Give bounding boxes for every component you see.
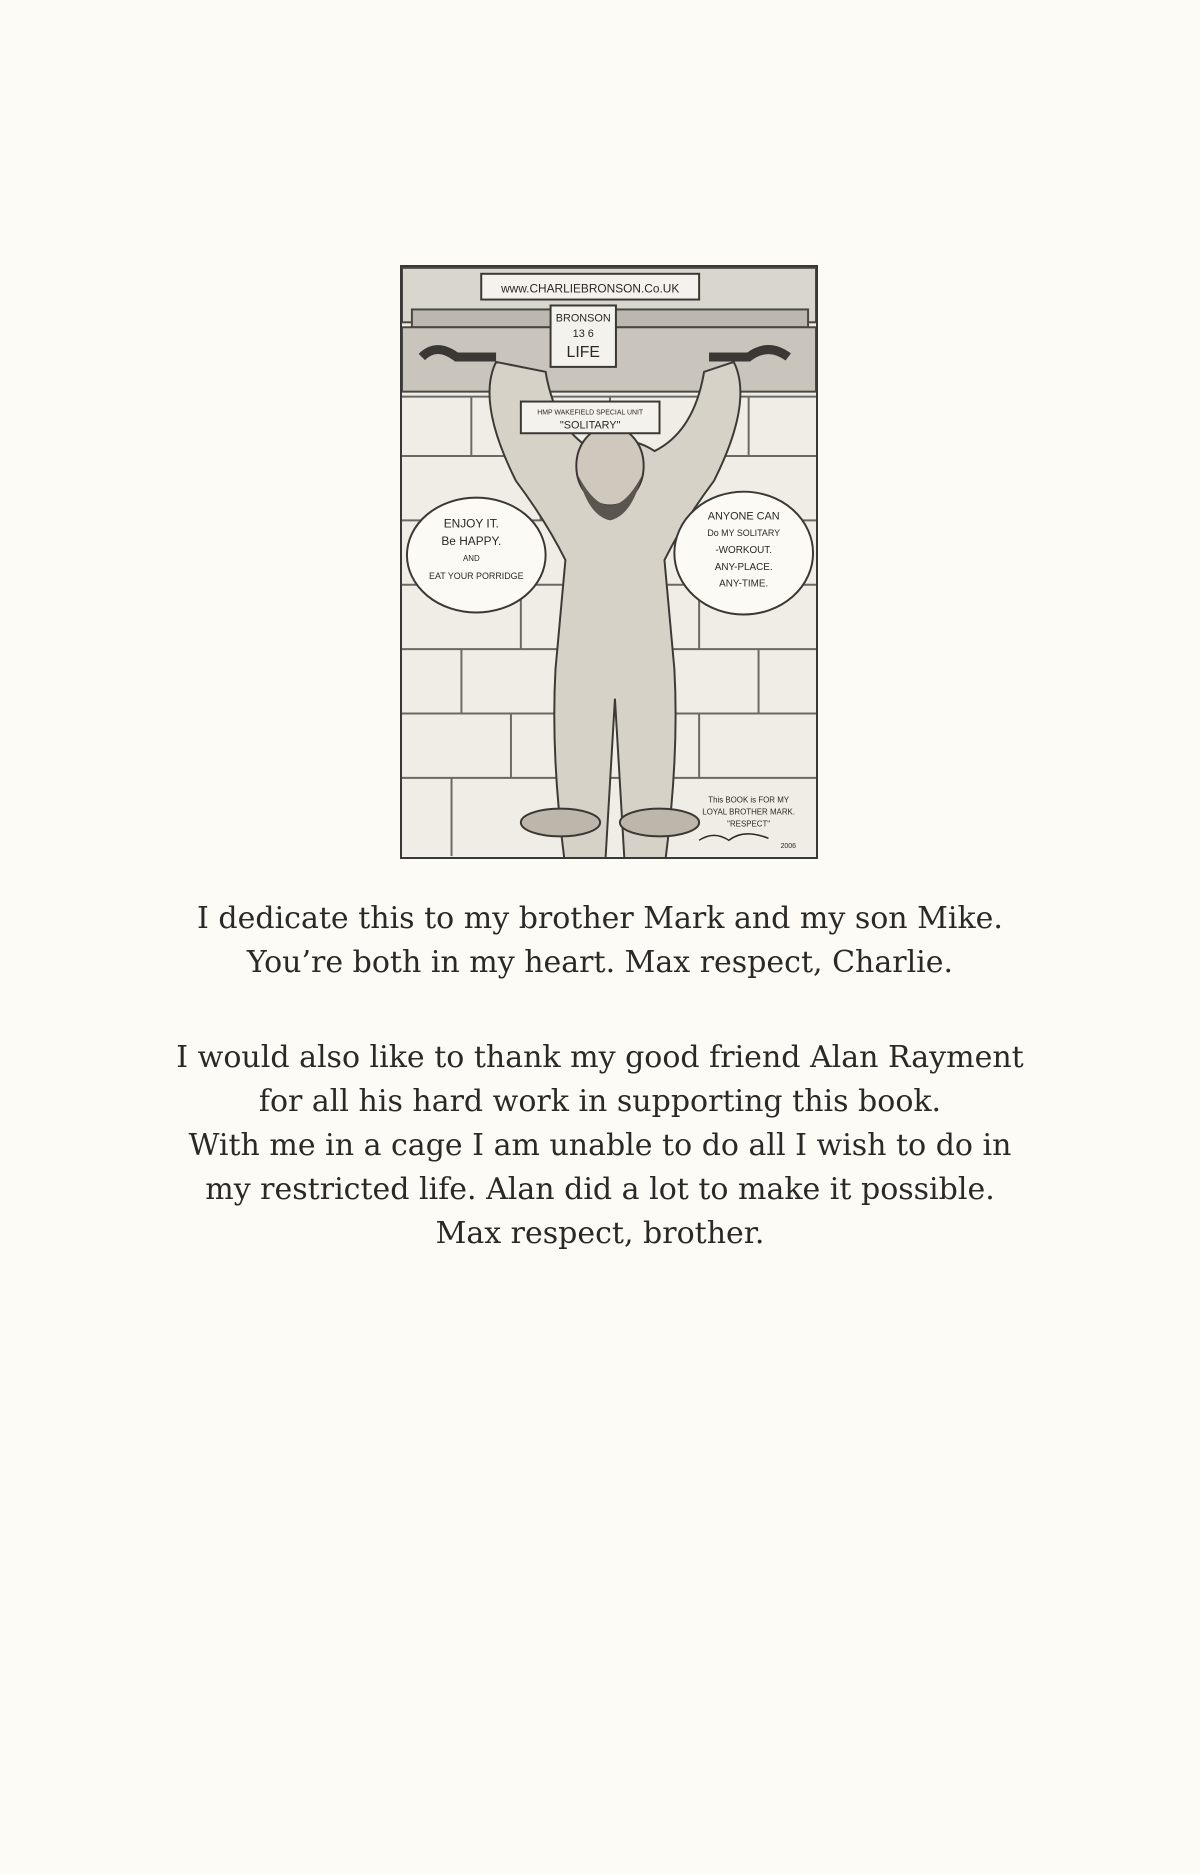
solitary-plaque-line1: HMP WAKEFIELD SPECIAL UNIT — [537, 409, 644, 417]
right-bubble-line5: ANY-TIME. — [719, 578, 769, 590]
illustration-drawing — [402, 267, 816, 857]
corner-note-line2: LOYAL BROTHER MARK. — [702, 807, 796, 817]
thanks-line-5: Max respect, brother. — [435, 1216, 765, 1251]
left-bubble-line4: EAT YOUR PORRIDGE — [429, 570, 524, 581]
thanks-line-3: With me in a cage I am unable to do all I wish to do in — [188, 1128, 1012, 1163]
right-bubble-line1: ANYONE CAN — [707, 510, 780, 523]
acknowledgement-text — [100, 1036, 1100, 1256]
bronson-sign-line1: BRONSON — [555, 312, 611, 325]
solitary-plaque-line2: "SOLITARY" — [559, 419, 621, 432]
corner-note-line1: This BOOK is FOR MY — [708, 795, 790, 805]
left-bubble-line3: AND — [462, 554, 480, 564]
dedication-text — [100, 897, 1100, 985]
right-bubble-line2: Do MY SOLITARY — [707, 528, 781, 539]
right-bubble-line3: -WORKOUT. — [715, 545, 772, 557]
right-bubble-line4: ANY-PLACE. — [714, 561, 773, 573]
website-sign-text: www.CHARLIEBRONSON.Co.UK — [501, 281, 680, 296]
bronson-sign-line3: LIFE — [566, 343, 600, 361]
thanks-line-4: my restricted life. Alan did a lot to make it possible. — [205, 1172, 995, 1207]
dedication-line-1: I dedicate this to my brother Mark and my son Mike. — [197, 901, 1003, 936]
left-bubble-line1: ENJOY IT. — [443, 516, 499, 531]
bronson-sign-line2: 13 6 — [572, 328, 594, 341]
thanks-line-2: for all his hard work in supporting this book. — [258, 1084, 942, 1119]
corner-note-year: 2006 — [780, 843, 796, 851]
prison-cell-illustration — [400, 265, 818, 859]
thanks-line-1: I would also like to thank my good friend Alan Rayment — [176, 1040, 1024, 1075]
dedication-line-2: You’re both in my heart. Max respect, Charlie. — [246, 945, 954, 980]
corner-note-line3: "RESPECT" — [727, 819, 771, 829]
left-bubble-line2: Be HAPPY. — [441, 534, 502, 549]
